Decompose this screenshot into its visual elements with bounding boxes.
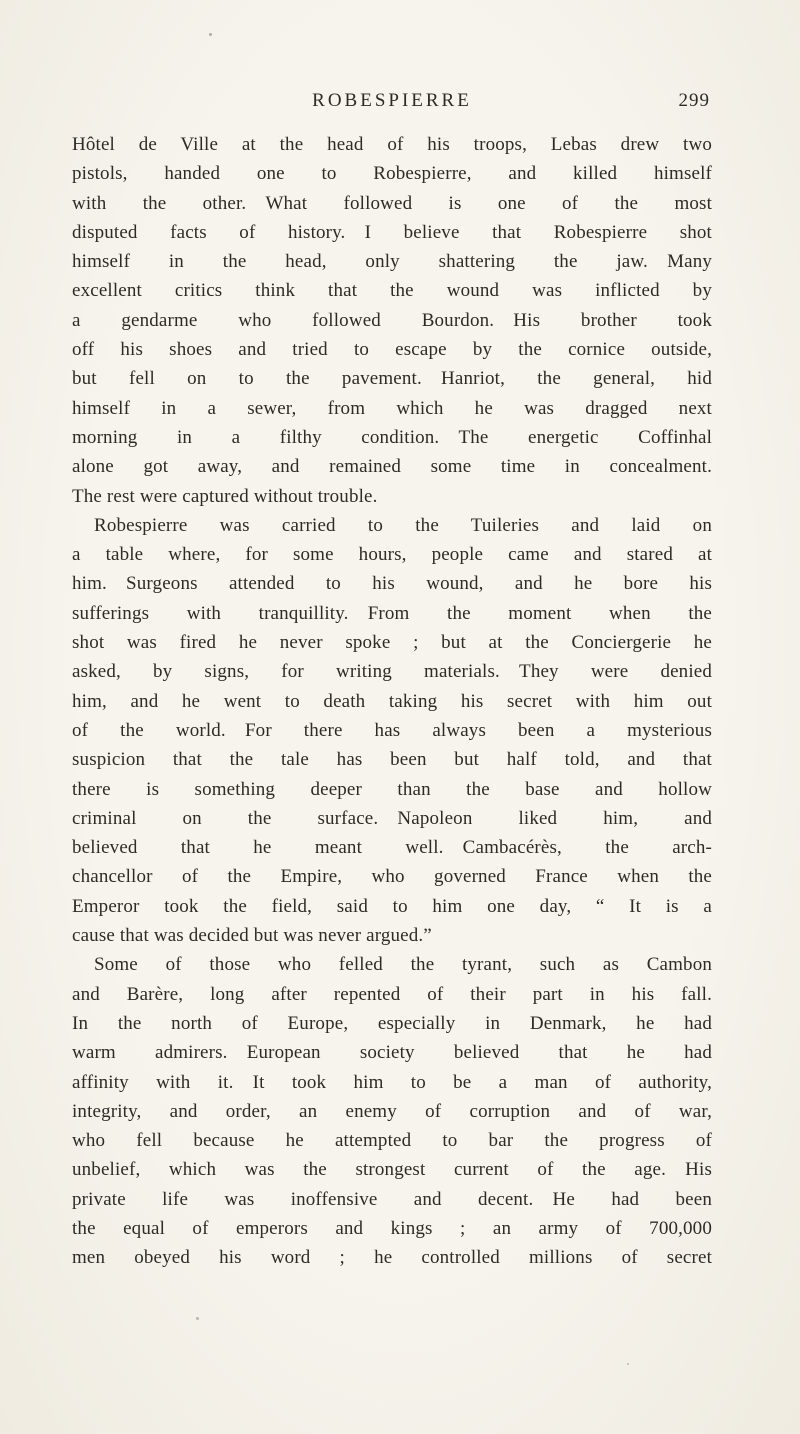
text-line: off his shoes and tried to escape by the cornice outside, [72, 339, 712, 361]
text-line: integrity, and order, an enemy of corruption and of war, [72, 1100, 712, 1122]
text-line: chancellor of the Empire, who governed France when the [72, 866, 712, 888]
text-line: warm admirers. European society believed that he had [72, 1042, 712, 1064]
text-line: The rest were captured without trouble. [72, 485, 378, 507]
scan-speck [209, 33, 212, 36]
text-line: himself in the head, only shattering the jaw. Many [72, 251, 712, 273]
text-line: there is something deeper than the base and hollow [72, 778, 712, 800]
text-line: morning in a filthy condition. The energetic Coffinhal [72, 426, 712, 448]
text-line: criminal on the surface. Napoleon liked him, and [72, 807, 712, 829]
running-header [72, 90, 712, 116]
scan-speck [196, 1317, 199, 1320]
body-text [72, 130, 712, 1273]
text-line: asked, by signs, for writing materials. They were denied [72, 661, 712, 683]
text-line: Robespierre was carried to the Tuileries and laid on [94, 514, 712, 536]
text-line: shot was fired he never spoke ; but at the Conciergerie he [72, 632, 712, 654]
paragraph [72, 130, 712, 511]
text-line: him. Surgeons attended to his wound, and he bore his [72, 573, 712, 595]
text-line: suspicion that the tale has been but half told, and that [72, 749, 712, 771]
text-line: who fell because he attempted to bar the progress of [72, 1130, 712, 1152]
paragraph [72, 950, 712, 1272]
text-line: affinity with it. It took him to be a man of authority, [72, 1071, 712, 1093]
text-line: the equal of emperors and kings ; an army of 700,000 [72, 1217, 712, 1239]
text-line: In the north of Europe, especially in Denmark, he had [72, 1012, 712, 1034]
text-line: but fell on to the pavement. Hanriot, the general, hid [72, 368, 712, 390]
text-line: of the world. For there has always been a mysterious [72, 719, 712, 741]
scan-speck [627, 1363, 629, 1365]
text-line: himself in a sewer, from which he was dragged next [72, 397, 712, 419]
text-line: excellent critics think that the wound was inflicted by [72, 280, 712, 302]
text-line: Some of those who felled the tyrant, such as Cambon [94, 954, 712, 976]
page-number: 299 [678, 90, 710, 111]
text-line: and Barère, long after repented of their part in his fall. [72, 983, 712, 1005]
text-line: him, and he went to death taking his secret with him out [72, 690, 712, 712]
text-line: with the other. What followed is one of the most [72, 192, 712, 214]
text-line: men obeyed his word ; he controlled millions of secret [72, 1247, 712, 1269]
text-line: a gendarme who followed Bourdon. His brother took [72, 309, 712, 331]
text-line: alone got away, and remained some time in concealment. [72, 456, 712, 478]
text-line: pistols, handed one to Robespierre, and killed himself [72, 163, 712, 185]
text-line: private life was inoffensive and decent. He had been [72, 1188, 712, 1210]
text-line: sufferings with tranquillity. From the moment when the [72, 602, 712, 624]
running-title: ROBESPIERRE [312, 90, 472, 111]
paragraph [72, 511, 712, 950]
text-line: Hôtel de Ville at the head of his troops, Lebas drew two [72, 134, 712, 155]
text-line: cause that was decided but was never argued.” [72, 925, 432, 947]
text-line: a table where, for some hours, people came and stared at [72, 544, 712, 566]
text-line: believed that he meant well. Cambacérès, the arch- [72, 837, 712, 859]
text-line: Emperor took the field, said to him one day, “ It is a [72, 895, 712, 917]
text-line: unbelief, which was the strongest current of the age. His [72, 1159, 712, 1181]
text-line: disputed facts of history. I believe that Robespierre shot [72, 221, 712, 243]
